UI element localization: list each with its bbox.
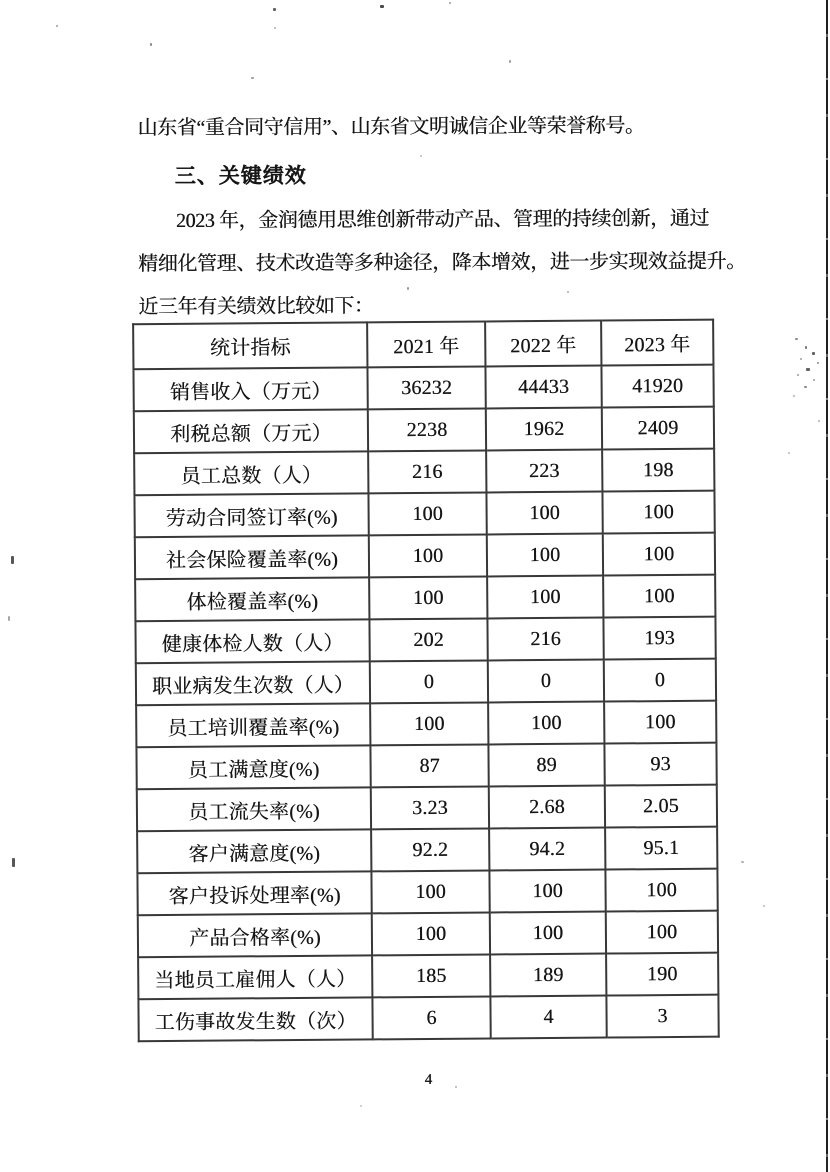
indicator-cell: 员工总数（人） — [134, 451, 368, 495]
scan-speck — [449, 2, 451, 4]
value-cell: 6 — [372, 996, 490, 1039]
value-cell: 223 — [486, 450, 602, 493]
value-cell: 100 — [486, 492, 602, 535]
value-cell: 100 — [602, 491, 714, 534]
indicator-cell: 利税总额（万元） — [134, 409, 368, 453]
table-row — [136, 743, 716, 790]
value-cell: 202 — [369, 618, 487, 661]
scan-speck — [797, 374, 799, 376]
header-year-2023: 2023 年 — [601, 320, 713, 366]
scan-speck — [407, 287, 409, 290]
table-row — [137, 785, 717, 832]
value-cell: 94.2 — [489, 828, 605, 871]
paragraph-line-2: 精细化管理、技术改造等多种途径，降本增效，进一步实现效益提升。 — [138, 250, 746, 276]
value-cell: 100 — [605, 869, 717, 912]
value-cell: 36232 — [367, 366, 485, 409]
value-cell: 100 — [489, 870, 605, 913]
value-cell: 2238 — [368, 408, 486, 451]
scan-speck — [380, 5, 384, 8]
table-row — [135, 533, 715, 580]
value-cell: 100 — [371, 870, 489, 913]
value-cell: 198 — [602, 449, 714, 492]
scan-speck — [12, 858, 15, 867]
value-cell: 189 — [490, 954, 606, 997]
value-cell: 100 — [372, 912, 490, 955]
paragraph-line-3: 近三年有关绩效比较如下： — [138, 295, 374, 319]
value-cell: 193 — [603, 617, 715, 660]
value-cell: 44433 — [485, 366, 601, 409]
scan-speck — [274, 27, 276, 29]
scan-speck — [509, 60, 511, 63]
scan-speck — [420, 155, 422, 157]
table-row — [134, 407, 714, 454]
table-row — [133, 365, 713, 412]
indicator-cell: 员工培训覆盖率(%) — [136, 703, 370, 747]
value-cell: 100 — [488, 702, 604, 745]
scan-speck — [360, 1105, 362, 1107]
indicator-cell: 客户满意度(%) — [137, 829, 371, 873]
value-cell: 41920 — [601, 365, 713, 408]
scan-speck — [763, 905, 765, 907]
value-cell: 4 — [490, 996, 606, 1039]
indicator-cell: 社会保险覆盖率(%) — [135, 535, 369, 579]
value-cell: 2.05 — [605, 785, 717, 828]
value-cell: 100 — [370, 702, 488, 745]
indicator-cell: 劳动合同签订率(%) — [134, 493, 368, 537]
value-cell: 100 — [369, 576, 487, 619]
scan-speck — [812, 352, 815, 355]
table-header-row — [133, 320, 713, 370]
header-year-2021: 2021 年 — [367, 321, 485, 367]
scan-speck — [805, 346, 807, 349]
table-row — [136, 659, 716, 706]
value-cell: 89 — [488, 744, 604, 787]
table-row — [137, 827, 717, 874]
value-cell: 1962 — [486, 408, 602, 451]
scan-speck — [793, 395, 795, 397]
value-cell: 92.2 — [371, 828, 489, 871]
table-row — [136, 701, 716, 748]
table-row — [137, 869, 717, 916]
scan-edge-line — [826, 0, 828, 1172]
table-row — [135, 617, 715, 664]
intro-text-line: 山东省“重合同守信用”、山东省文明诚信企业等荣誉称号。 — [137, 114, 645, 140]
indicator-cell: 员工流失率(%) — [137, 787, 371, 831]
scan-speck — [11, 556, 14, 564]
value-cell: 100 — [604, 701, 716, 744]
value-cell: 100 — [606, 911, 718, 954]
value-cell: 190 — [606, 953, 718, 996]
scan-speck — [817, 362, 819, 364]
section-heading: 三、关键绩效 — [174, 164, 307, 189]
indicator-cell: 职业病发生次数（人） — [136, 661, 370, 705]
scan-speck — [788, 452, 790, 454]
value-cell: 3 — [606, 995, 718, 1038]
scan-speck — [741, 861, 744, 863]
table-row — [138, 995, 718, 1042]
scan-speck — [8, 616, 10, 621]
indicator-cell: 当地员工雇佣人（人） — [138, 955, 372, 999]
value-cell: 216 — [487, 618, 603, 661]
scan-speck — [251, 77, 254, 79]
scan-speck — [818, 420, 820, 422]
value-cell: 87 — [370, 744, 488, 787]
indicator-cell: 客户投诉处理率(%) — [137, 871, 371, 915]
value-cell: 100 — [369, 534, 487, 577]
table-row — [138, 911, 718, 958]
indicator-cell: 工伤事故发生数（次） — [138, 997, 372, 1041]
table-body — [133, 365, 718, 1042]
value-cell: 0 — [488, 660, 604, 703]
value-cell: 100 — [603, 575, 715, 618]
value-cell: 100 — [487, 576, 603, 619]
value-cell: 100 — [487, 534, 603, 577]
scan-speck — [150, 43, 152, 46]
value-cell: 2.68 — [489, 786, 605, 829]
indicator-cell: 销售收入（万元） — [133, 367, 367, 411]
scan-speck — [273, 8, 276, 11]
value-cell: 2409 — [602, 407, 714, 450]
scan-speck — [455, 1086, 457, 1088]
indicator-cell: 产品合格率(%) — [138, 913, 372, 957]
table-row — [134, 449, 714, 496]
value-cell: 216 — [368, 450, 486, 493]
scan-speck — [800, 358, 802, 360]
paragraph-line-1: 2023 年，金润德用思维创新带动产品、管理的持续创新，通过 — [175, 207, 709, 233]
value-cell: 0 — [370, 660, 488, 703]
value-cell: 0 — [604, 659, 716, 702]
value-cell: 100 — [368, 492, 486, 535]
indicator-cell: 健康体检人数（人） — [135, 619, 369, 663]
table-row — [135, 575, 715, 622]
value-cell: 3.23 — [371, 786, 489, 829]
value-cell: 100 — [490, 912, 606, 955]
value-cell: 100 — [603, 533, 715, 576]
kpi-table — [132, 319, 720, 1043]
scan-speck — [795, 338, 798, 340]
header-indicator: 统计指标 — [133, 322, 367, 369]
scan-speck — [804, 386, 807, 388]
value-cell: 93 — [604, 743, 716, 786]
scan-speck — [567, 291, 569, 293]
scan-speck — [806, 368, 810, 371]
page-number: 4 — [424, 1071, 433, 1088]
scan-speck — [56, 25, 58, 27]
header-year-2022: 2022 年 — [485, 321, 601, 367]
table-row — [134, 491, 714, 538]
indicator-cell: 员工满意度(%) — [136, 745, 370, 789]
scan-speck — [813, 379, 815, 381]
table-row — [138, 953, 718, 1000]
value-cell: 185 — [372, 954, 490, 997]
value-cell: 95.1 — [605, 827, 717, 870]
indicator-cell: 体检覆盖率(%) — [135, 577, 369, 621]
